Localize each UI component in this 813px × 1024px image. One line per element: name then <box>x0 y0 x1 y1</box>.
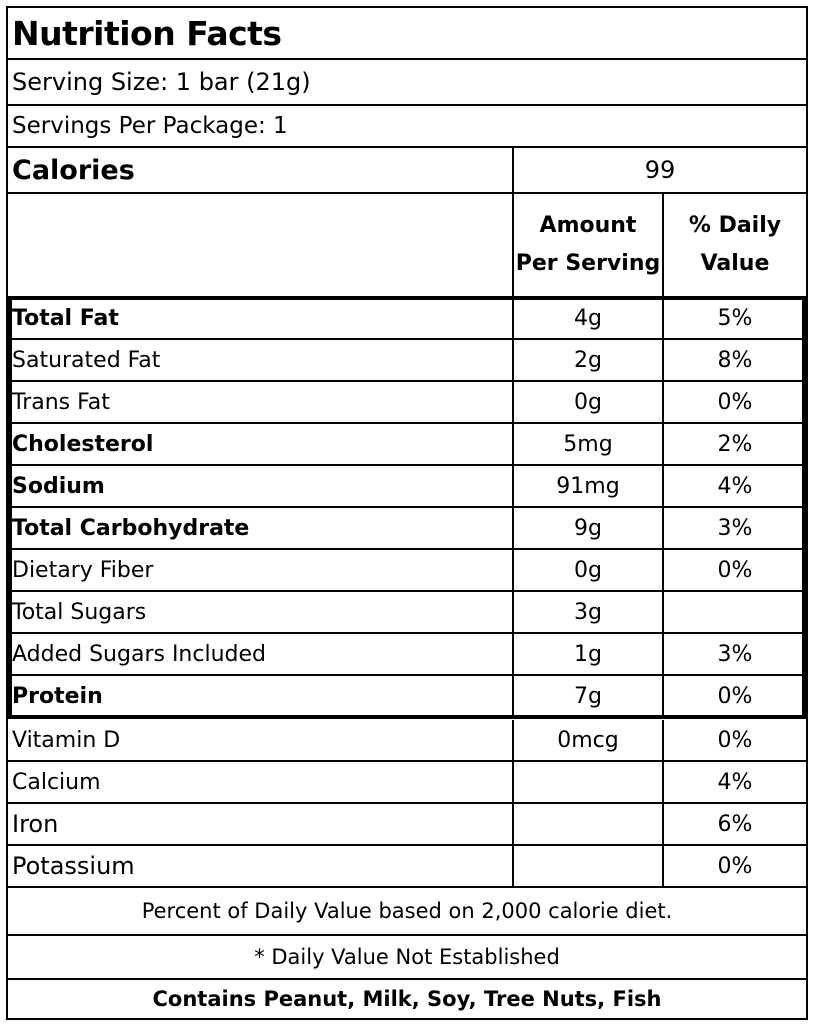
column-header-row <box>8 194 806 298</box>
amount-header-line2: Per Serving <box>515 251 661 276</box>
nutrient-daily-value: 0% <box>662 676 806 716</box>
vitamin-amount <box>512 762 662 802</box>
serving-size-row <box>8 60 806 106</box>
daily-value-footnote: Percent of Daily Value based on 2,000 calorie diet. <box>141 899 673 923</box>
dv-header-line1: % Daily <box>688 213 782 238</box>
nutrient-name: Sodium <box>12 473 105 499</box>
nutrient-daily-value: 5% <box>662 298 806 338</box>
daily-value-header <box>662 194 806 296</box>
header-blank <box>8 194 512 296</box>
vitamin-daily-value: 6% <box>662 804 806 844</box>
vitamin-daily-value: 4% <box>662 762 806 802</box>
vitamin-amount: 0mcg <box>512 720 662 760</box>
nutrient-name: Dietary Fiber <box>12 557 154 583</box>
serving-size: Serving Size: 1 bar (21g) <box>12 68 311 96</box>
calories-label: Calories <box>12 154 135 186</box>
vitamin-daily-value: 0% <box>662 720 806 760</box>
footnote-row <box>8 888 806 936</box>
nutrient-name: Total Sugars <box>12 599 147 625</box>
nutrient-row <box>8 424 806 466</box>
nutrient-amount: 2g <box>512 340 662 380</box>
not-established-row <box>8 936 806 980</box>
nutrient-daily-value <box>662 592 806 632</box>
nutrient-amount: 1g <box>512 634 662 674</box>
title-row <box>8 8 806 60</box>
nutrient-amount: 0g <box>512 382 662 422</box>
nutrient-amount: 0g <box>512 550 662 590</box>
dv-header-line2: Value <box>700 251 770 276</box>
vitamin-row <box>8 762 806 804</box>
nutrient-amount: 7g <box>512 676 662 716</box>
not-established-note: * Daily Value Not Established <box>254 945 560 969</box>
nutrient-amount: 91mg <box>512 466 662 506</box>
vitamin-name: Vitamin D <box>12 727 121 753</box>
nutrient-amount: 3g <box>512 592 662 632</box>
nutrient-daily-value: 0% <box>662 382 806 422</box>
servings-per-package: Servings Per Package: 1 <box>12 113 288 139</box>
nutrient-name: Total Carbohydrate <box>12 515 250 541</box>
nutrient-daily-value: 8% <box>662 340 806 380</box>
nutrient-row <box>8 466 806 508</box>
amount-header-line1: Amount <box>539 213 637 238</box>
nutrient-row <box>8 550 806 592</box>
nutrition-facts-label <box>6 6 808 1020</box>
nutrient-row <box>8 298 806 340</box>
vitamin-row <box>8 846 806 888</box>
nutrient-name: Trans Fat <box>12 389 110 415</box>
nutrient-row <box>8 634 806 676</box>
nutrient-daily-value: 3% <box>662 508 806 548</box>
nutrient-name: Added Sugars Included <box>12 641 266 667</box>
vitamin-amount <box>512 846 662 886</box>
vitamin-name: Calcium <box>12 769 101 795</box>
nutrient-row <box>8 592 806 634</box>
nutrient-name: Protein <box>12 683 103 709</box>
vitamin-name: Potassium <box>12 852 135 880</box>
vitamin-name: Iron <box>12 810 59 838</box>
allergen-statement: Contains Peanut, Milk, Soy, Tree Nuts, Fish <box>152 987 662 1011</box>
nutrient-amount: 4g <box>512 298 662 338</box>
calories-row <box>8 148 806 194</box>
amount-per-serving-header <box>512 194 662 296</box>
nutrient-name: Total Fat <box>12 305 119 331</box>
nutrient-daily-value: 4% <box>662 466 806 506</box>
nutrient-daily-value: 0% <box>662 550 806 590</box>
label-title: Nutrition Facts <box>12 13 282 53</box>
servings-per-package-row <box>8 106 806 148</box>
nutrient-row <box>8 382 806 424</box>
vitamin-amount <box>512 804 662 844</box>
allergens-row <box>8 980 806 1018</box>
vitamin-daily-value: 0% <box>662 846 806 886</box>
nutrient-daily-value: 2% <box>662 424 806 464</box>
nutrient-row <box>8 508 806 550</box>
nutrient-amount: 9g <box>512 508 662 548</box>
calories-value: 99 <box>512 148 806 192</box>
nutrient-daily-value: 3% <box>662 634 806 674</box>
vitamin-row <box>8 720 806 762</box>
nutrient-name: Cholesterol <box>12 431 154 457</box>
nutrient-row <box>8 676 806 718</box>
nutrient-amount: 5mg <box>512 424 662 464</box>
vitamin-row <box>8 804 806 846</box>
nutrient-row <box>8 340 806 382</box>
nutrient-name: Saturated Fat <box>12 347 161 373</box>
